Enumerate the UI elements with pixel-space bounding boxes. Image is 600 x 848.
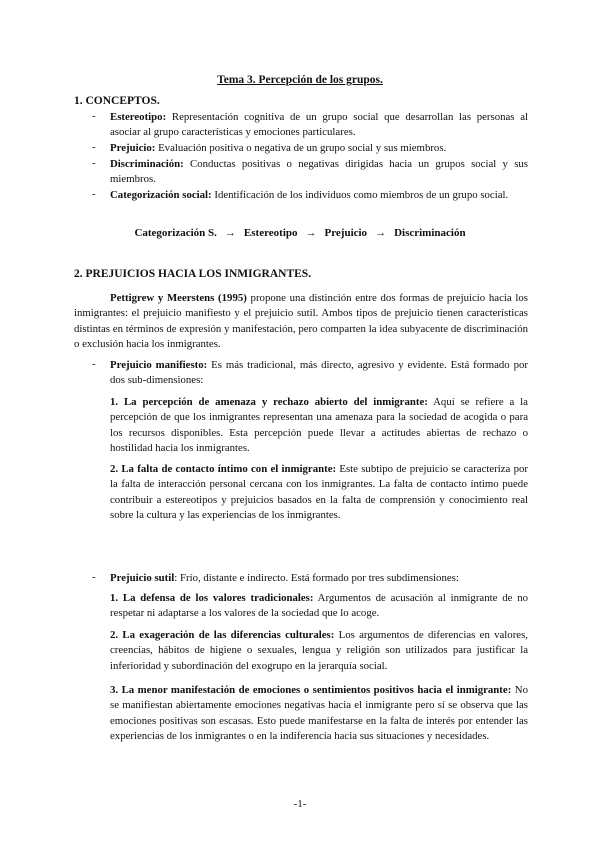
flow-step: Prejuicio [324, 227, 368, 239]
concept-categorizacion [110, 188, 528, 203]
subdimension-text: Los argumentos de diferencias en valores, creencias, hábitos de higiene o sexuales, lengua y religión son utilizados para justificar la inferioridad y subordinación del exogrupo en la jerarquía social. [110, 629, 528, 672]
flow-step: Estereotipo [243, 227, 298, 239]
subdimension-title: 1. La defensa de los valores tradicionales: [110, 592, 314, 604]
flow-step: Discriminación [394, 227, 466, 239]
term-label: Prejuicio sutil [110, 572, 175, 584]
sutil-sub-3 [110, 683, 528, 745]
term-definition: Evaluación positiva o negativa de un grupo social y sus miembros. [155, 142, 447, 154]
manifiesto-sub-2 [110, 462, 528, 524]
section2-intro [74, 291, 528, 353]
bullet-dash: - [92, 571, 96, 583]
section2-heading: 2. PREJUICIOS HACIA LOS INMIGRANTES. [74, 268, 312, 280]
page-title: Tema 3. Percepción de los grupos. [217, 74, 383, 86]
author-citation: Pettigrew y Meerstens (1995) [110, 292, 247, 304]
term-definition: Identificación de los individuos como miembros de un grupo social. [211, 189, 509, 201]
term-label: Prejuicio: [110, 142, 156, 154]
sutil-sub-2 [110, 628, 528, 674]
subdimension-title: 1. La percepción de amenaza y rechazo abierto del inmigrante: [110, 396, 428, 408]
term-definition: Representación cognitiva de un grupo social que desarrollan las personas al asociar al grupo características y emociones particulares. [110, 111, 528, 139]
bullet-dash: - [92, 188, 96, 200]
bullet-dash: - [92, 141, 96, 153]
subdimension-title: 3. La menor manifestación de emociones o sentimientos positivos hacia el inmigrante: [110, 684, 512, 696]
manifiesto-sub-1 [110, 395, 528, 457]
concept-estereotipo [110, 110, 528, 141]
bullet-dash: - [92, 358, 96, 370]
page-number: -1- [293, 798, 307, 810]
concept-discriminacion [110, 157, 528, 188]
term-label: Estereotipo: [110, 111, 167, 123]
subdimension-title: 2. La falta de contacto íntimo con el inmigrante: [110, 463, 337, 475]
subdimension-title: 2. La exageración de las diferencias culturales: [110, 629, 335, 641]
bullet-dash: - [92, 110, 96, 122]
concept-prejuicio [110, 141, 528, 156]
term-definition: : Frío, distante e indirecto. Está formado por tres subdimensiones: [174, 572, 459, 584]
prejuicio-sutil [110, 571, 528, 586]
term-label: Discriminación: [110, 158, 184, 170]
flow-step: Categorización S. [134, 227, 217, 239]
term-definition: Conductas positivas o negativas dirigidas hacia un grupos social y sus miembros. [110, 158, 528, 186]
intro-text: propone una distinción entre dos formas de prejuicio hacia los inmigrantes: el prejuicio manifiesto y el prejuicio sutil. Ambos tipos de prejuicio tienen características distintas en términos de expresión y manifestación, pero comparten la idea subyacente de discriminación o exclusión hacia los inmigrantes. [74, 292, 528, 351]
concept-flow [0, 227, 600, 239]
sutil-sub-1 [110, 591, 528, 622]
subdimension-text: Este subtipo de prejuicio se caracteriza por la falta de interacción personal cercana con los inmigrantes. La falta de contacto íntimo puede contribuir a estereotipos y prejuicios basados en la falta de comprensión y conocimiento real sobre la cultura y las experiencias de los inmigrantes. [110, 463, 529, 522]
subdimension-text: No se manifiestan abiertamente emociones negativas hacia el inmigrante pero sí se observa que las emociones positivas son escasas. Esto puede manifestarse en la falta de interés por entender las experiencias de los inmigrantes o en la indiferencia hacia sus situaciones y necesidades. [110, 684, 528, 743]
term-label: Categorización social: [110, 189, 212, 201]
subdimension-text: Argumentos de acusación al inmigrante de no respetar ni adaptarse a los valores de la sociedad que lo acoge. [110, 592, 528, 620]
subdimension-text: Aquí se refiere a la percepción de que los inmigrantes representan una amenaza para la sociedad de acogida o para los recursos disponibles. Esta percepción puede llevar a actitudes abiertas de rechazo o hostilidad hacia los inmigrantes. [110, 396, 528, 455]
term-label: Prejuicio manifiesto: [110, 359, 208, 371]
arrow-right-icon: → [375, 227, 387, 239]
section1-heading: 1. CONCEPTOS. [74, 95, 160, 107]
prejuicio-manifiesto [110, 358, 528, 389]
arrow-right-icon: → [224, 227, 236, 239]
arrow-right-icon: → [305, 227, 317, 239]
term-definition: Es más tradicional, más directo, agresivo y evidente. Está formado por dos sub-dimensiones: [110, 359, 528, 387]
bullet-dash: - [92, 157, 96, 169]
